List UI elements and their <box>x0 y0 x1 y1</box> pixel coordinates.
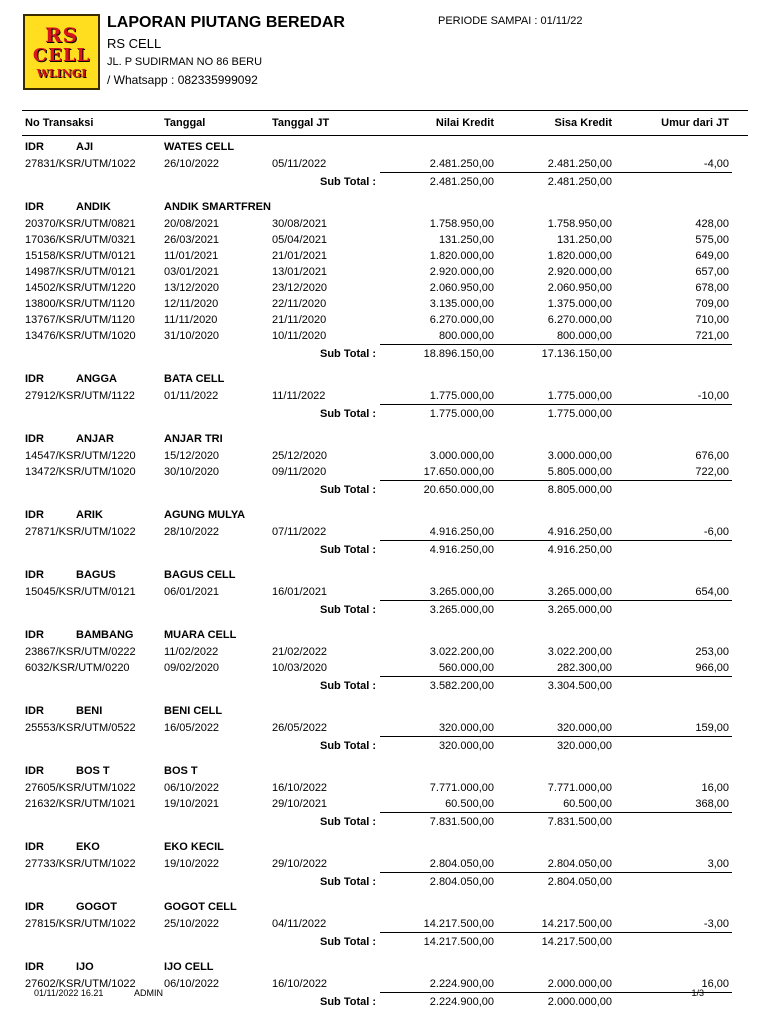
transaction-date: 11/11/2020 <box>164 314 218 326</box>
customer-currency: IDR <box>25 841 44 853</box>
transaction-date: 06/01/2021 <box>164 586 220 598</box>
due-date: 16/10/2022 <box>272 782 328 794</box>
subtotal-credit-balance: 2.804.050,00 <box>547 876 612 888</box>
customer-group-header <box>0 430 768 448</box>
customer-name: BATA CELL <box>164 373 225 385</box>
customer-name: BAGUS CELL <box>164 569 236 581</box>
credit-balance: 4.916.250,00 <box>547 526 612 538</box>
days-overdue: 3,00 <box>707 858 729 870</box>
due-date: 05/11/2022 <box>272 158 327 170</box>
footer-page-number: 1/3 <box>691 988 704 998</box>
credit-balance: 14.217.500,00 <box>541 918 612 930</box>
transaction-date: 09/02/2020 <box>164 662 220 674</box>
report-table-body <box>0 138 768 1012</box>
days-overdue: -10,00 <box>697 390 729 402</box>
customer-currency: IDR <box>25 901 44 913</box>
transaction-date: 06/10/2022 <box>164 782 220 794</box>
credit-balance: 320.000,00 <box>556 722 612 734</box>
days-overdue: 709,00 <box>695 298 729 310</box>
col-header-sisa-kredit: Sisa Kredit <box>554 117 612 129</box>
transaction-date: 25/10/2022 <box>164 918 220 930</box>
due-date: 30/08/2021 <box>272 218 328 230</box>
credit-value: 17.650.000,00 <box>423 466 494 478</box>
subtotal-label: Sub Total : <box>319 996 376 1008</box>
transaction-number: 13767/KSR/UTM/1120 <box>25 314 135 326</box>
customer-group-header <box>0 370 768 388</box>
days-overdue: 710,00 <box>695 314 729 326</box>
subtotal-label: Sub Total : <box>319 544 376 556</box>
customer-code: IJO <box>76 961 94 973</box>
subtotal-row <box>0 992 768 1012</box>
transaction-date: 28/10/2022 <box>164 526 220 538</box>
due-date: 05/04/2021 <box>272 234 328 246</box>
transaction-number: 27733/KSR/UTM/1022 <box>25 858 136 870</box>
table-row <box>0 524 768 540</box>
subtotal-label: Sub Total : <box>319 484 376 496</box>
due-date: 04/11/2022 <box>272 918 327 930</box>
credit-balance: 2.060.950,00 <box>547 282 612 294</box>
customer-name: MUARA CELL <box>164 629 237 641</box>
subtotal-credit-balance: 2.481.250,00 <box>547 176 612 188</box>
table-row <box>0 976 768 992</box>
transaction-number: 20370/KSR/UTM/0821 <box>25 218 136 230</box>
table-row <box>0 216 768 232</box>
table-row <box>0 796 768 812</box>
col-header-umur: Umur dari JT <box>661 117 729 129</box>
credit-value: 1.775.000,00 <box>429 390 494 402</box>
subtotal-row <box>0 540 768 560</box>
table-row <box>0 248 768 264</box>
transaction-date: 26/03/2021 <box>164 234 220 246</box>
customer-name: AGUNG MULYA <box>164 509 246 521</box>
subtotal-credit-value: 1.775.000,00 <box>429 408 494 420</box>
due-date: 21/02/2022 <box>272 646 328 658</box>
credit-balance: 131.250,00 <box>556 234 612 246</box>
customer-group-header <box>0 898 768 916</box>
customer-name: ANDIK SMARTFREN <box>164 201 271 213</box>
subtotal-row <box>0 344 768 364</box>
customer-code: ANGGA <box>76 373 117 385</box>
subtotal-row <box>0 172 768 192</box>
credit-value: 131.250,00 <box>438 234 494 246</box>
logo-line-3: WLINGI <box>36 67 87 80</box>
subtotal-credit-value: 2.804.050,00 <box>429 876 494 888</box>
subtotal-credit-balance: 4.916.250,00 <box>547 544 612 556</box>
credit-value: 3.022.200,00 <box>429 646 494 658</box>
days-overdue: 678,00 <box>695 282 729 294</box>
subtotal-label: Sub Total : <box>319 816 376 828</box>
days-overdue: 676,00 <box>695 450 729 462</box>
credit-balance: 6.270.000,00 <box>547 314 612 326</box>
credit-value: 800.000,00 <box>438 330 494 342</box>
customer-code: AJI <box>76 141 94 153</box>
customer-code: GOGOT <box>76 901 117 913</box>
credit-value: 6.270.000,00 <box>429 314 494 326</box>
subtotal-credit-value: 20.650.000,00 <box>423 484 494 496</box>
subtotal-credit-balance: 17.136.150,00 <box>541 348 612 360</box>
subtotal-label: Sub Total : <box>319 740 376 752</box>
credit-value: 2.804.050,00 <box>429 858 494 870</box>
table-row <box>0 156 768 172</box>
footer-datetime: 01/11/2022 16.21 <box>34 988 104 998</box>
due-date: 10/11/2020 <box>272 330 327 342</box>
subtotal-label: Sub Total : <box>319 176 376 188</box>
transaction-date: 11/01/2021 <box>164 250 219 262</box>
col-header-tanggal-jt: Tanggal JT <box>272 117 330 129</box>
days-overdue: -3,00 <box>703 918 729 930</box>
table-row <box>0 264 768 280</box>
days-overdue: 159,00 <box>695 722 729 734</box>
transaction-date: 01/11/2022 <box>164 390 219 402</box>
transaction-number: 14987/KSR/UTM/0121 <box>25 266 136 278</box>
due-date: 16/10/2022 <box>272 978 328 990</box>
customer-currency: IDR <box>25 433 44 445</box>
due-date: 22/11/2020 <box>272 298 327 310</box>
due-date: 10/03/2020 <box>272 662 328 674</box>
subtotal-label: Sub Total : <box>319 936 376 948</box>
company-logo <box>23 14 100 90</box>
credit-value: 320.000,00 <box>438 722 494 734</box>
table-row <box>0 720 768 736</box>
customer-code: ANJAR <box>76 433 114 445</box>
table-row <box>0 312 768 328</box>
credit-balance: 2.481.250,00 <box>547 158 612 170</box>
customer-currency: IDR <box>25 141 44 153</box>
customer-currency: IDR <box>25 201 44 213</box>
customer-group-header <box>0 198 768 216</box>
credit-value: 2.920.000,00 <box>429 266 494 278</box>
col-header-tanggal: Tanggal <box>164 117 206 129</box>
table-row <box>0 232 768 248</box>
subtotal-credit-value: 14.217.500,00 <box>423 936 494 948</box>
subtotal-credit-value: 3.265.000,00 <box>429 604 494 616</box>
transaction-number: 13800/KSR/UTM/1120 <box>25 298 135 310</box>
due-date: 23/12/2020 <box>272 282 328 294</box>
customer-code: ANDIK <box>76 201 111 213</box>
customer-code: BENI <box>76 705 103 717</box>
table-row <box>0 644 768 660</box>
days-overdue: -4,00 <box>703 158 729 170</box>
due-date: 16/01/2021 <box>272 586 328 598</box>
transaction-number: 14502/KSR/UTM/1220 <box>25 282 136 294</box>
subtotal-credit-balance: 320.000,00 <box>556 740 612 752</box>
subtotal-label: Sub Total : <box>319 348 376 360</box>
credit-value: 60.500,00 <box>445 798 494 810</box>
days-overdue: 722,00 <box>695 466 729 478</box>
days-overdue: 966,00 <box>695 662 729 674</box>
credit-balance: 3.022.200,00 <box>547 646 612 658</box>
credit-value: 3.265.000,00 <box>429 586 494 598</box>
due-date: 29/10/2022 <box>272 858 328 870</box>
due-date: 21/11/2020 <box>272 314 327 326</box>
customer-group-header <box>0 762 768 780</box>
table-row <box>0 296 768 312</box>
table-row <box>0 388 768 404</box>
report-title: LAPORAN PIUTANG BEREDAR <box>107 14 345 31</box>
subtotal-credit-balance: 2.000.000,00 <box>547 996 612 1008</box>
customer-currency: IDR <box>25 629 44 641</box>
credit-value: 1.758.950,00 <box>429 218 494 230</box>
credit-value: 560.000,00 <box>438 662 494 674</box>
customer-name: BENI CELL <box>164 705 223 717</box>
subtotal-row <box>0 404 768 424</box>
transaction-date: 26/10/2022 <box>164 158 220 170</box>
credit-balance: 2.804.050,00 <box>547 858 612 870</box>
customer-group-header <box>0 958 768 976</box>
subtotal-label: Sub Total : <box>319 876 376 888</box>
logo-line-1: RS <box>44 23 79 47</box>
transaction-number: 15045/KSR/UTM/0121 <box>25 586 136 598</box>
transaction-date: 06/10/2022 <box>164 978 220 990</box>
credit-balance: 2.920.000,00 <box>547 266 612 278</box>
subtotal-row <box>0 932 768 952</box>
credit-value: 2.060.950,00 <box>429 282 494 294</box>
subtotal-label: Sub Total : <box>319 408 376 420</box>
customer-name: IJO CELL <box>164 961 214 973</box>
customer-code: BOS T <box>76 765 110 777</box>
customer-currency: IDR <box>25 569 44 581</box>
due-date: 25/12/2020 <box>272 450 328 462</box>
transaction-date: 13/12/2020 <box>164 282 220 294</box>
credit-value: 3.135.000,00 <box>429 298 494 310</box>
company-address: JL. P SUDIRMAN NO 86 BERU <box>107 56 263 68</box>
subtotal-row <box>0 480 768 500</box>
credit-balance: 7.771.000,00 <box>547 782 612 794</box>
transaction-date: 20/08/2021 <box>164 218 220 230</box>
days-overdue: 253,00 <box>695 646 729 658</box>
customer-currency: IDR <box>25 705 44 717</box>
credit-balance: 1.775.000,00 <box>547 390 612 402</box>
transaction-date: 19/10/2022 <box>164 858 220 870</box>
credit-balance: 3.265.000,00 <box>547 586 612 598</box>
subtotal-credit-balance: 3.304.500,00 <box>547 680 612 692</box>
subtotal-row <box>0 872 768 892</box>
credit-value: 14.217.500,00 <box>423 918 494 930</box>
transaction-date: 16/05/2022 <box>164 722 220 734</box>
logo-line-2: CELL <box>32 45 91 66</box>
subtotal-credit-balance: 14.217.500,00 <box>541 936 612 948</box>
transaction-number: 27871/KSR/UTM/1022 <box>25 526 136 538</box>
header-bottom-rule <box>22 135 748 136</box>
customer-group-header <box>0 506 768 524</box>
transaction-number: 21632/KSR/UTM/1021 <box>25 798 136 810</box>
table-row <box>0 780 768 796</box>
table-row <box>0 328 768 344</box>
transaction-date: 12/11/2020 <box>164 298 219 310</box>
days-overdue: 428,00 <box>695 218 729 230</box>
customer-currency: IDR <box>25 765 44 777</box>
company-whatsapp: / Whatsapp : 082335999092 <box>107 73 258 87</box>
transaction-number: 14547/KSR/UTM/1220 <box>25 450 136 462</box>
customer-group-header <box>0 566 768 584</box>
transaction-number: 13476/KSR/UTM/1020 <box>25 330 136 342</box>
subtotal-credit-balance: 1.775.000,00 <box>547 408 612 420</box>
col-header-nilai-kredit: Nilai Kredit <box>435 117 494 129</box>
due-date: 21/01/2021 <box>272 250 328 262</box>
due-date: 26/05/2022 <box>272 722 328 734</box>
transaction-number: 27831/KSR/UTM/1022 <box>25 158 136 170</box>
subtotal-credit-value: 3.582.200,00 <box>429 680 494 692</box>
subtotal-credit-value: 4.916.250,00 <box>429 544 494 556</box>
days-overdue: 649,00 <box>695 250 729 262</box>
due-date: 13/01/2021 <box>272 266 328 278</box>
customer-group-header <box>0 838 768 856</box>
due-date: 29/10/2021 <box>272 798 328 810</box>
credit-value: 2.481.250,00 <box>429 158 494 170</box>
transaction-number: 27602/KSR/UTM/1022 <box>25 978 136 990</box>
credit-balance: 1.820.000,00 <box>547 250 612 262</box>
subtotal-row <box>0 600 768 620</box>
transaction-date: 19/10/2021 <box>164 798 220 810</box>
customer-group-header <box>0 702 768 720</box>
due-date: 09/11/2020 <box>272 466 327 478</box>
days-overdue: -6,00 <box>703 526 729 538</box>
customer-code: BAGUS <box>76 569 116 581</box>
credit-balance: 282.300,00 <box>556 662 612 674</box>
transaction-number: 13472/KSR/UTM/1020 <box>25 466 136 478</box>
credit-balance: 800.000,00 <box>556 330 612 342</box>
subtotal-row <box>0 676 768 696</box>
table-row <box>0 856 768 872</box>
customer-currency: IDR <box>25 961 44 973</box>
customer-name: EKO KECIL <box>164 841 224 853</box>
credit-value: 7.771.000,00 <box>429 782 494 794</box>
due-date: 07/11/2022 <box>272 526 327 538</box>
customer-code: EKO <box>76 841 100 853</box>
due-date: 11/11/2022 <box>272 390 326 402</box>
customer-currency: IDR <box>25 373 44 385</box>
customer-currency: IDR <box>25 509 44 521</box>
credit-balance: 3.000.000,00 <box>547 450 612 462</box>
subtotal-credit-balance: 3.265.000,00 <box>547 604 612 616</box>
subtotal-credit-value: 320.000,00 <box>438 740 494 752</box>
credit-balance: 60.500,00 <box>563 798 612 810</box>
credit-value: 1.820.000,00 <box>429 250 494 262</box>
days-overdue: 721,00 <box>695 330 729 342</box>
transaction-date: 15/12/2020 <box>164 450 220 462</box>
credit-value: 2.224.900,00 <box>429 978 494 990</box>
credit-balance: 1.758.950,00 <box>547 218 612 230</box>
transaction-number: 17036/KSR/UTM/0321 <box>25 234 136 246</box>
days-overdue: 654,00 <box>695 586 729 598</box>
transaction-date: 11/02/2022 <box>164 646 219 658</box>
transaction-number: 27815/KSR/UTM/1022 <box>25 918 136 930</box>
subtotal-label: Sub Total : <box>319 680 376 692</box>
table-row <box>0 448 768 464</box>
credit-balance: 2.000.000,00 <box>547 978 612 990</box>
header-top-rule <box>22 110 748 111</box>
days-overdue: 575,00 <box>695 234 729 246</box>
credit-balance: 5.805.000,00 <box>547 466 612 478</box>
days-overdue: 368,00 <box>695 798 729 810</box>
customer-code: ARIK <box>76 509 103 521</box>
col-header-no-transaksi: No Transaksi <box>25 117 94 129</box>
transaction-number: 23867/KSR/UTM/0222 <box>25 646 136 658</box>
customer-group-header <box>0 138 768 156</box>
customer-name: WATES CELL <box>164 141 235 153</box>
table-row <box>0 280 768 296</box>
transaction-number: 27605/KSR/UTM/1022 <box>25 782 136 794</box>
transaction-date: 03/01/2021 <box>164 266 220 278</box>
transaction-date: 31/10/2020 <box>164 330 220 342</box>
customer-name: GOGOT CELL <box>164 901 237 913</box>
company-name: RS CELL <box>107 36 162 51</box>
subtotal-credit-value: 18.896.150,00 <box>423 348 494 360</box>
customer-code: BAMBANG <box>76 629 134 641</box>
transaction-number: 6032/KSR/UTM/0220 <box>25 662 130 674</box>
table-row <box>0 464 768 480</box>
subtotal-credit-value: 7.831.500,00 <box>429 816 494 828</box>
transaction-date: 30/10/2020 <box>164 466 220 478</box>
footer-user: ADMIN <box>134 988 163 998</box>
report-period: PERIODE SAMPAI : 01/11/22 <box>438 15 583 27</box>
days-overdue: 657,00 <box>695 266 729 278</box>
credit-value: 4.916.250,00 <box>429 526 494 538</box>
days-overdue: 16,00 <box>701 782 729 794</box>
transaction-number: 27912/KSR/UTM/1122 <box>25 390 135 402</box>
customer-group-header <box>0 626 768 644</box>
table-row <box>0 660 768 676</box>
subtotal-credit-balance: 8.805.000,00 <box>547 484 612 496</box>
customer-name: ANJAR TRI <box>164 433 223 445</box>
subtotal-row <box>0 812 768 832</box>
credit-balance: 1.375.000,00 <box>547 298 612 310</box>
table-row <box>0 916 768 932</box>
table-row <box>0 584 768 600</box>
transaction-number: 25553/KSR/UTM/0522 <box>25 722 136 734</box>
subtotal-credit-balance: 7.831.500,00 <box>547 816 612 828</box>
customer-name: BOS T <box>164 765 198 777</box>
transaction-number: 15158/KSR/UTM/0121 <box>25 250 136 262</box>
credit-value: 3.000.000,00 <box>429 450 494 462</box>
subtotal-row <box>0 736 768 756</box>
subtotal-label: Sub Total : <box>319 604 376 616</box>
subtotal-credit-value: 2.224.900,00 <box>429 996 494 1008</box>
subtotal-credit-value: 2.481.250,00 <box>429 176 494 188</box>
days-overdue: 16,00 <box>701 978 729 990</box>
